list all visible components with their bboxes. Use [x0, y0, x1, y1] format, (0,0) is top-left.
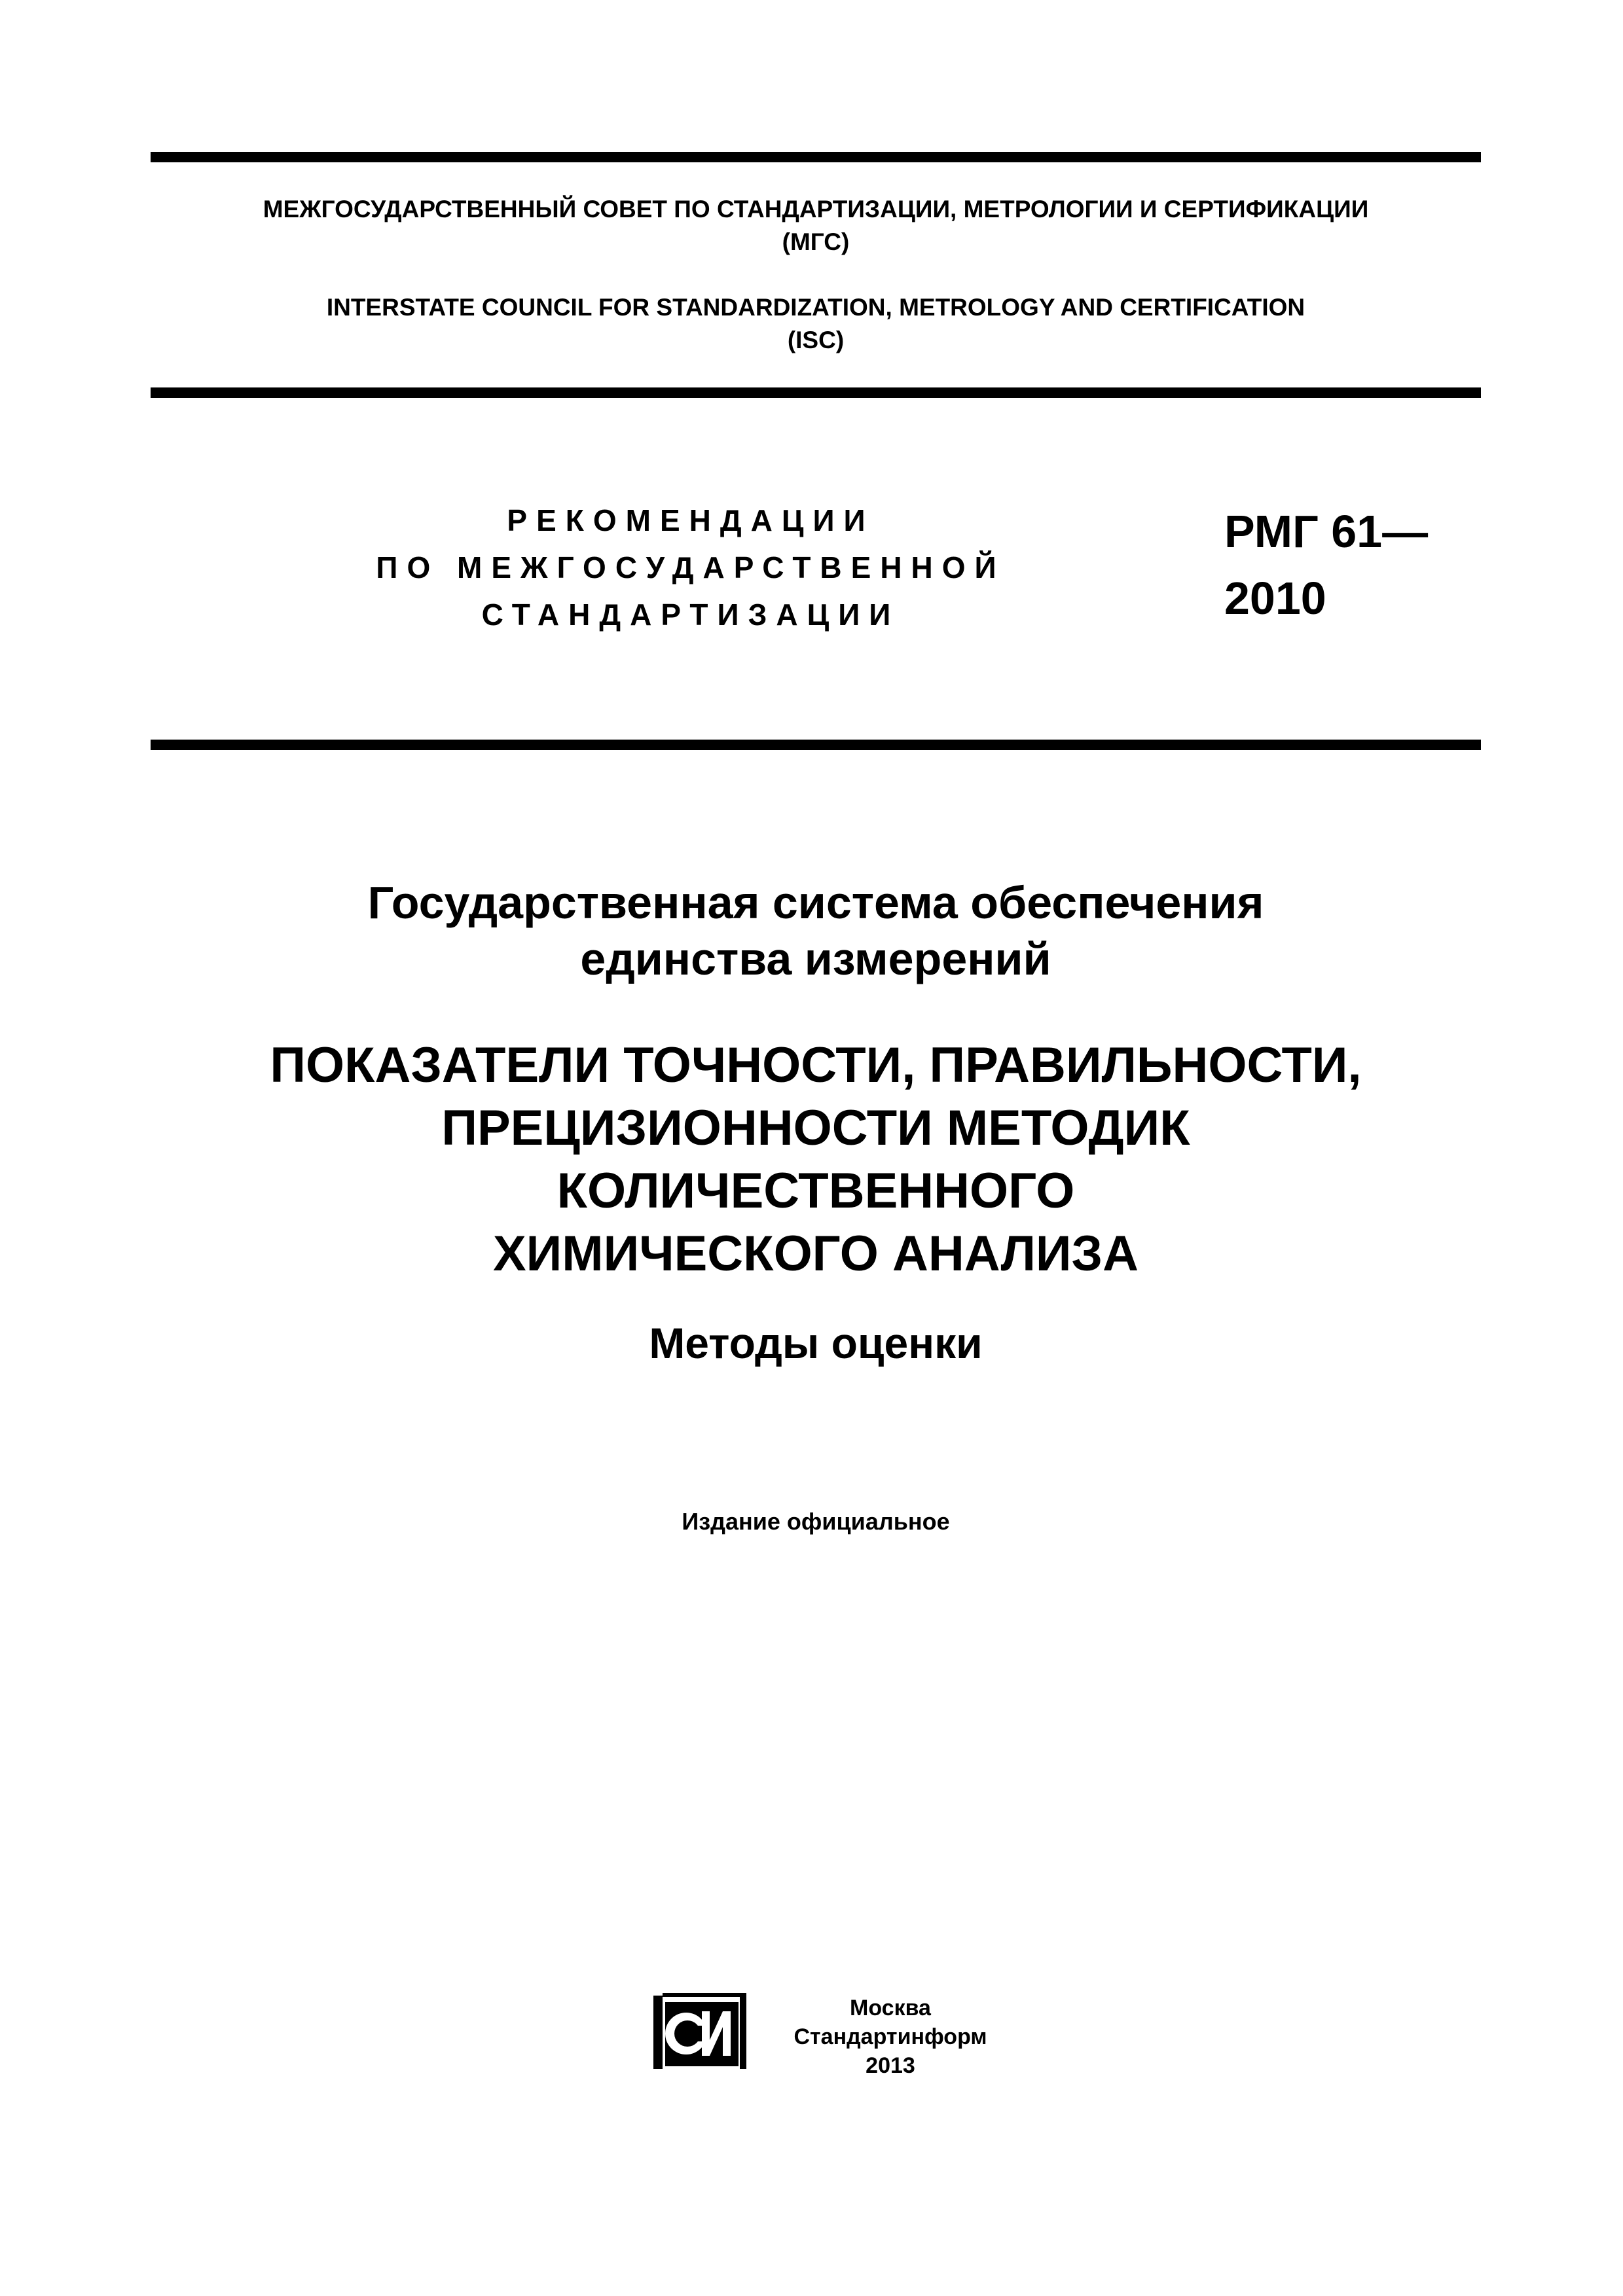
publication-year: 2013	[866, 2053, 915, 2078]
publisher-city: Москва	[850, 1996, 931, 2020]
title-method: Методы оценки	[649, 1319, 983, 1367]
council-en-name: INTERSTATE COUNCIL FOR STANDARDIZATION, METROLOGY AND CERTIFICATION	[326, 294, 1305, 321]
series-line-2: ПО МЕЖГОСУДАРСТВЕННОЙ	[376, 550, 1006, 584]
council-ru-abbreviation: (МГС)	[782, 228, 850, 255]
council-en-abbreviation: (ISC)	[787, 327, 845, 353]
subtitle-line-2: единства измерений	[580, 933, 1051, 984]
top-rule	[151, 152, 1481, 162]
document-code: РМГ 61—	[1224, 506, 1429, 557]
publisher-name: Стандартинформ	[793, 2024, 987, 2049]
series-line-3: СТАНДАРТИЗАЦИИ	[481, 598, 900, 632]
subtitle-line-1: Государственная система обеспечения	[367, 877, 1264, 928]
title-line-2: ПРЕЦИЗИОННОСТИ МЕТОДИК	[441, 1100, 1190, 1156]
council-ru-name: МЕЖГОСУДАРСТВЕННЫЙ СОВЕТ ПО СТАНДАРТИЗАЦИИ, МЕТРОЛОГИИ И СЕРТИФИКАЦИИ	[263, 196, 1369, 223]
standartinform-logo-icon	[653, 1993, 749, 2069]
title-line-3: КОЛИЧЕСТВЕННОГО	[556, 1163, 1075, 1219]
series-line-1: РЕКОМЕНДАЦИИ	[507, 503, 875, 537]
title-line-4: ХИМИЧЕСКОГО АНАЛИЗА	[492, 1226, 1139, 1282]
edition-note: Издание официальное	[682, 1508, 950, 1535]
document-year: 2010	[1224, 573, 1326, 624]
header-bottom-rule	[151, 387, 1481, 398]
title-line-1: ПОКАЗАТЕЛИ ТОЧНОСТИ, ПРАВИЛЬНОСТИ,	[270, 1037, 1362, 1093]
series-bottom-rule	[151, 740, 1481, 750]
